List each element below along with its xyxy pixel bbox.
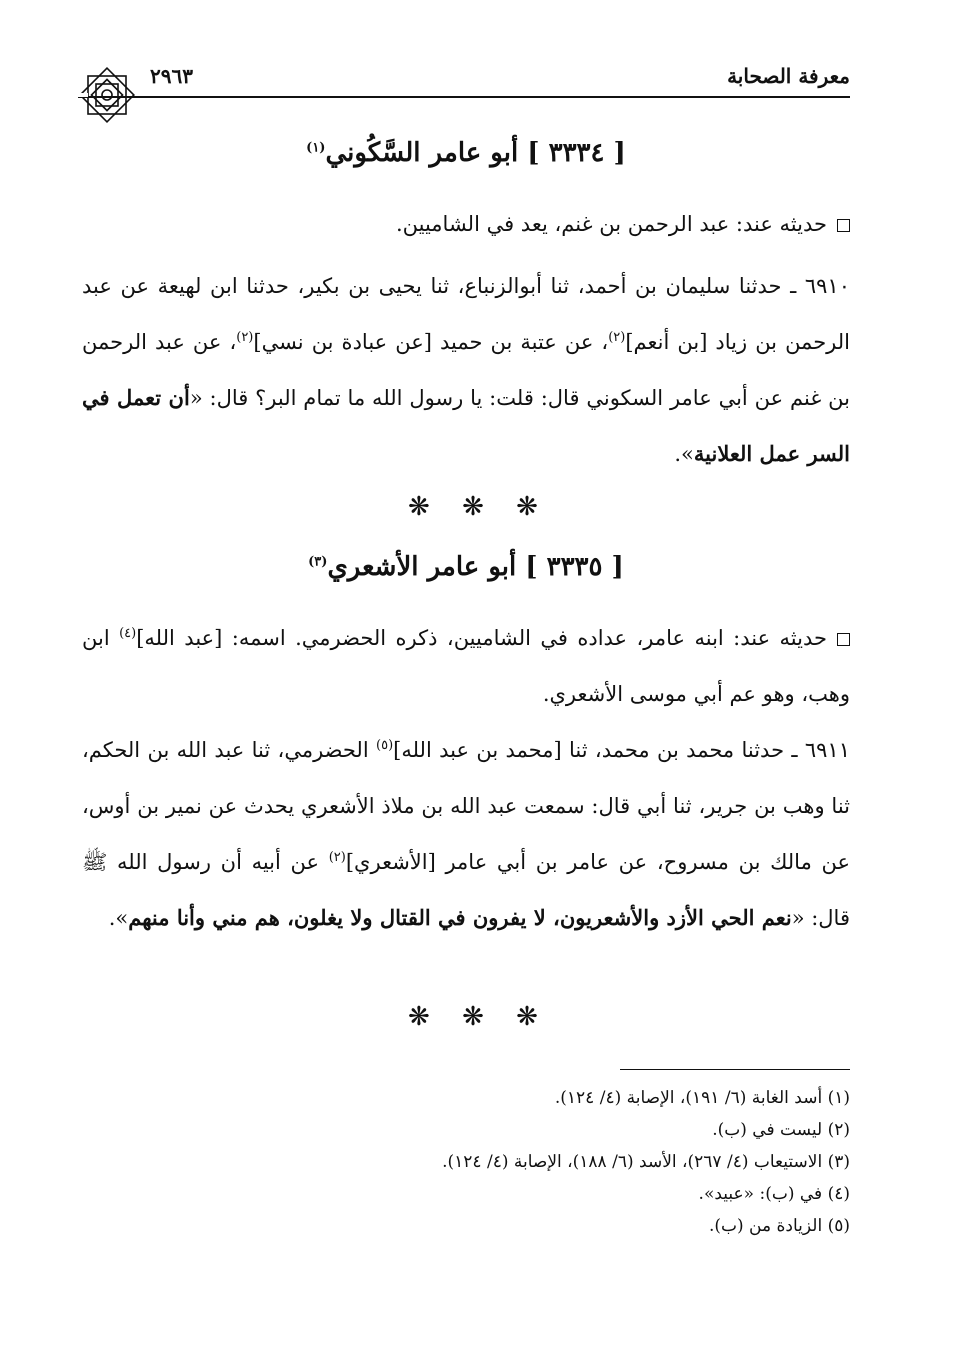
- footnote-ref: (٤): [119, 626, 137, 641]
- footnote-ref: (٢): [328, 850, 346, 865]
- hadith-text: ».: [674, 442, 694, 466]
- hadith-matn: نعم الحي الأزد والأشعريون، لا يفرون في القتال ولا يغلون، هم مني وأنا منهم: [128, 905, 792, 930]
- footnote: (٥) الزيادة من (ب).: [708, 1216, 850, 1236]
- section-separator: ❋ ❋ ❋: [408, 492, 550, 522]
- page-header: [78, 56, 850, 100]
- footnote: (٢) ليست في (ب).: [712, 1120, 850, 1140]
- entry-3335-source: [82, 610, 850, 722]
- footnote-ref: (٣): [308, 554, 328, 570]
- header-rule: [78, 96, 850, 98]
- hadith-matn: أن تعمل في السر عمل العلانية: [82, 385, 850, 466]
- hadith-text: ، عن عتبة بن حميد [عن عبادة بن نسي]: [253, 330, 609, 354]
- hadith-text: ، عن عبد الرحمن بن غنم عن أبي عامر السكوني قال: قلت: يا رسول الله ما تمام البر؟ قال: «: [82, 330, 850, 410]
- footnote-ref: (٥): [376, 738, 394, 753]
- square-bullet-icon: [837, 219, 850, 232]
- star-ornament-icon: [74, 62, 140, 128]
- footnote: (٤) في (ب): «عبيد».: [698, 1184, 850, 1204]
- footnote-ref: (٢): [608, 330, 626, 345]
- hadith-6911: [82, 722, 850, 946]
- running-title: معرفة الصحابة: [727, 64, 850, 88]
- source-text: ابن وهب، وهو عم أبي موسى الأشعري.: [82, 626, 850, 706]
- hadith-6910: [82, 258, 850, 482]
- source-text: حديثه عند: ابنه عامر، عداده في الشاميين، ذكره الحضرمي. اسمه: [عبد الله]: [136, 626, 827, 650]
- footnote: (٣) الاستيعاب (٤/ ٢٦٧)، الأسد (٦/ ١٨٨)، الإصابة (٤/ ١٢٤).: [442, 1152, 850, 1172]
- entry-title: [ ٣٣٣٤ ] أبو عامر السَّكُوني: [325, 138, 626, 168]
- square-bullet-icon: [837, 633, 850, 646]
- entry-title: [ ٣٣٣٥ ] أبو عامر الأشعري: [327, 552, 624, 582]
- footnote-rule: [620, 1069, 850, 1070]
- entry-3334-source: [82, 196, 850, 252]
- hadith-text: ».: [108, 906, 129, 930]
- hadith-text: ٦٩١١ ـ حدثنا محمد بن محمد، ثنا [محمد بن عبد الله]: [393, 738, 850, 762]
- footnote: (١) أسد الغابة (٦/ ١٩١)، الإصابة (٤/ ١٢٤).: [554, 1088, 850, 1108]
- entry-3334-heading: [82, 138, 850, 168]
- hadith-text: الحضرمي، ثنا عبد الله بن الحكم، ثنا وهب بن جرير، ثنا أبي قال: سمعت عبد الله بن ملاذ الأشعري يحدث عن نمير بن أوس، عن مالك بن مسروح، عن عامر بن أبي عامر [الأشعري]: [82, 738, 851, 874]
- page-number: ٢٩٦٣: [150, 64, 193, 88]
- section-separator: ❋ ❋ ❋: [408, 1002, 550, 1032]
- footnote-ref: (٢): [236, 330, 254, 345]
- entry-3335-heading: [82, 552, 850, 582]
- footnote-ref: (١): [306, 140, 326, 156]
- footnotes: [82, 1082, 850, 1242]
- hadith-text: عن أبيه أن رسول الله ﷺ قال: «: [82, 850, 850, 930]
- hadith-text: ٦٩١٠ ـ حدثنا سليمان بن أحمد، ثنا أبوالزنباع، ثنا يحيى بن بكير، حدثنا ابن لهيعة عن عبد الرحمن بن زياد [بن أنعم]: [82, 274, 850, 354]
- source-text: حديثه عند: عبد الرحمن بن غنم، يعد في الشاميين.: [395, 212, 827, 236]
